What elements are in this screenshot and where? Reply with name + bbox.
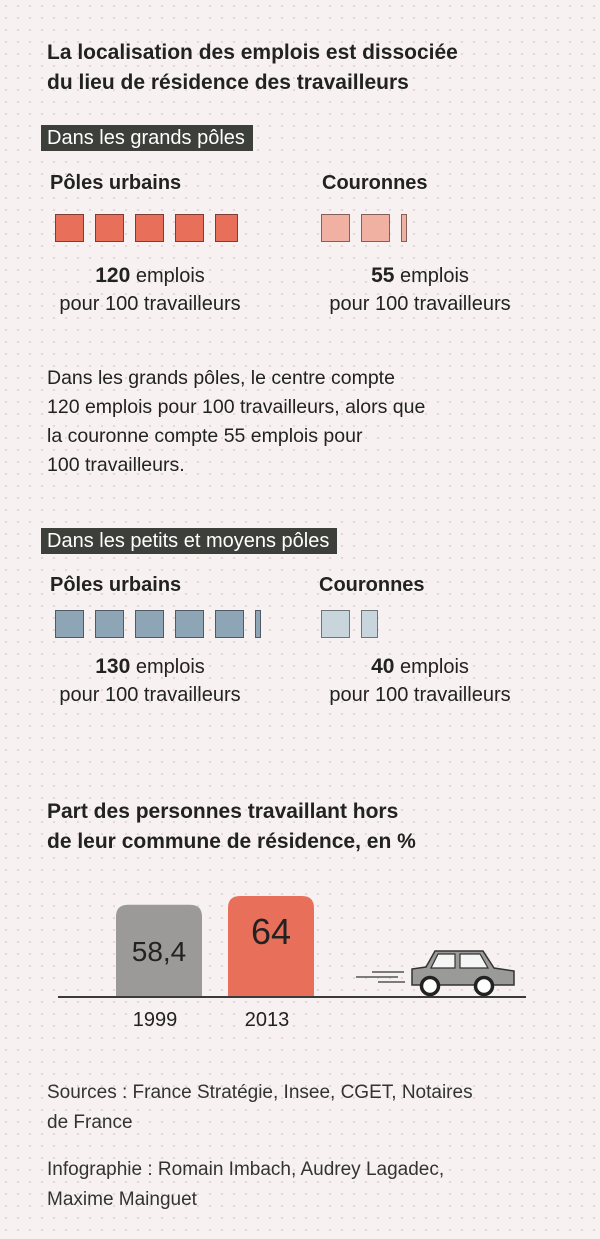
credits-line-1: Infographie : Romain Imbach, Audrey Lagadec, — [47, 1159, 445, 1180]
paragraph-line: 120 emplois pour 100 travailleurs, alors que — [47, 396, 426, 418]
large-right-per: pour 100 travailleurs — [329, 293, 511, 315]
unit-square — [55, 610, 84, 638]
large-right-squares — [321, 214, 521, 244]
large-right-value: 55 — [371, 264, 395, 287]
paragraph-line: la couronne compte 55 emplois pour — [47, 425, 363, 447]
unit-square — [95, 214, 124, 242]
small-right-value: 40 — [371, 655, 395, 678]
large-left-stat — [30, 262, 270, 318]
unit-square — [321, 610, 350, 638]
small-right-heading: Couronnes — [319, 574, 425, 596]
sources-line-1: Sources : France Stratégie, Insee, CGET, Notaires — [47, 1082, 473, 1103]
unit-square — [361, 214, 390, 242]
small-left-squares — [55, 610, 295, 640]
bar-value-label: 58,4 — [131, 935, 187, 967]
small-left-stat — [30, 653, 270, 709]
bar-value-label: 64 — [250, 911, 292, 952]
large-left-unit: emplois — [135, 265, 205, 287]
unit-square — [175, 610, 204, 638]
small-left-value: 130 — [95, 655, 131, 678]
category-label: 1999 — [132, 1009, 178, 1031]
unit-square — [55, 214, 84, 242]
large-right-heading: Couronnes — [322, 172, 428, 194]
small-left-heading: Pôles urbains — [50, 574, 182, 596]
partial-square — [255, 610, 261, 638]
large-left-value: 120 — [95, 264, 131, 287]
partial-square — [361, 610, 378, 638]
large-right-stat — [300, 262, 540, 318]
title-line-1: La localisation des emplois est dissociée — [47, 41, 458, 64]
large-left-per: pour 100 travailleurs — [59, 293, 241, 315]
sources — [47, 1078, 567, 1138]
unit-square — [135, 610, 164, 638]
large-right-unit: emplois — [400, 265, 469, 287]
category-label: 2013 — [244, 1009, 290, 1031]
small-left-unit: emplois — [135, 656, 205, 678]
large-left-heading: Pôles urbains — [50, 172, 182, 194]
unit-square — [135, 214, 164, 242]
chart-title — [47, 797, 416, 857]
chart-title-line-1: Part des personnes travaillant hors — [47, 800, 399, 823]
section-tag-small: Dans les petits et moyens pôles — [41, 528, 337, 554]
small-left-per: pour 100 travailleurs — [59, 684, 241, 706]
car-icon — [356, 951, 514, 995]
sources-line-2: de France — [47, 1112, 133, 1133]
credits — [47, 1155, 567, 1215]
large-paragraph — [47, 364, 527, 480]
partial-square — [401, 214, 407, 242]
unit-square — [215, 610, 244, 638]
page-title — [47, 38, 458, 98]
small-right-unit: emplois — [400, 656, 469, 678]
title-line-2: du lieu de résidence des travailleurs — [47, 71, 409, 94]
chart-title-line-2: de leur commune de résidence, en % — [47, 830, 416, 853]
paragraph-line: Dans les grands pôles, le centre compte — [47, 367, 395, 389]
unit-square — [95, 610, 124, 638]
small-right-per: pour 100 travailleurs — [329, 684, 511, 706]
section-tag-large: Dans les grands pôles — [41, 125, 253, 151]
credits-line-2: Maxime Mainguet — [47, 1189, 197, 1210]
partial-square — [215, 214, 238, 242]
small-right-squares — [321, 610, 521, 640]
unit-square — [321, 214, 350, 242]
unit-square — [175, 214, 204, 242]
large-left-squares — [55, 214, 295, 244]
bar-chart — [0, 880, 600, 1040]
small-right-stat — [300, 653, 540, 709]
paragraph-line: 100 travailleurs. — [47, 454, 185, 476]
